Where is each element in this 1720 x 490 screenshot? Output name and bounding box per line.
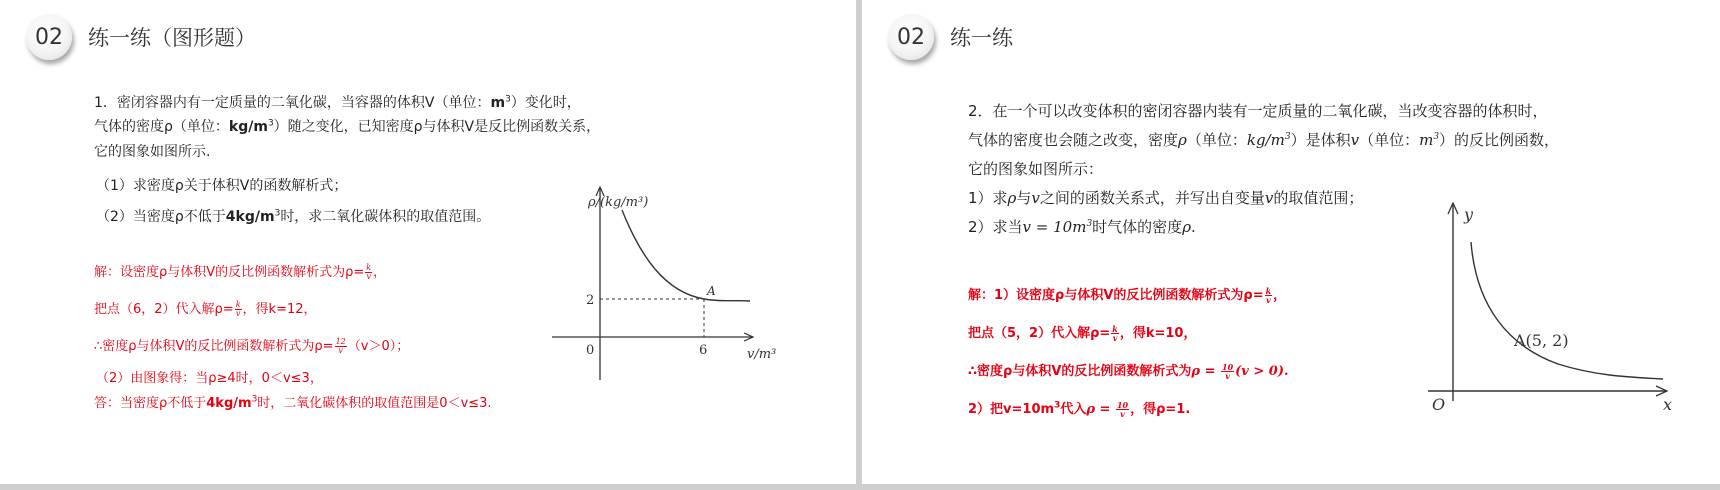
- text: 4kg/m: [206, 396, 252, 411]
- text: kg/m: [228, 119, 268, 135]
- denominator: v: [366, 272, 371, 281]
- text: ，得k=10，: [1119, 326, 1197, 341]
- math-var: ρ: [1007, 189, 1017, 207]
- text: ）的反比例函数，: [1439, 131, 1560, 149]
- numerator: k: [366, 263, 372, 272]
- question-2: [968, 216, 1196, 238]
- x-axis-label: v/m³: [747, 347, 777, 362]
- badge-number: 02: [35, 24, 63, 50]
- text: ，得ρ=1.: [1130, 402, 1191, 417]
- fraction: [335, 338, 347, 355]
- problem-line-3: 它的图象如图所示.: [94, 144, 211, 160]
- y-axis-label: y: [1464, 205, 1474, 224]
- text: 3: [1054, 400, 1061, 411]
- text: 3: [505, 94, 511, 105]
- y-tick-label: 2: [586, 293, 595, 308]
- math-sup: 3: [1086, 219, 1093, 229]
- math-var: ρ: [1178, 131, 1187, 149]
- point-label: A(5, 2): [1514, 331, 1569, 350]
- numerator: k: [1112, 324, 1118, 334]
- question-1: [968, 187, 1363, 209]
- text: 把点（6，2）代入解ρ=: [94, 302, 234, 317]
- solution-line-3: [968, 362, 1289, 382]
- text: （v＞0）；: [347, 339, 410, 354]
- solution-line-4: （2）由图象得：当ρ≥4时，0＜v≤3，: [96, 371, 323, 386]
- text: .: [1191, 218, 1196, 236]
- text: 4kg/m: [225, 209, 275, 225]
- solution-line-1: [94, 263, 386, 283]
- text: ）是体积: [1290, 131, 1351, 149]
- numerator: 12: [335, 337, 346, 346]
- numerator: k: [235, 300, 241, 309]
- text: ，: [1273, 288, 1287, 303]
- slide-2: [862, 0, 1720, 484]
- x-tick-label: 6: [699, 343, 708, 358]
- text: 解：1）设密度ρ与体积V的反比例函数解析式为ρ=: [968, 288, 1264, 303]
- fraction: [1265, 287, 1273, 304]
- text: （2）当密度ρ不低于: [96, 209, 226, 225]
- inverse-function-graph: [1418, 196, 1688, 421]
- math-expr: ρ =: [1086, 402, 1115, 417]
- slide-heading: 练一练: [950, 26, 1013, 50]
- text: 之间的函数关系式，并写出自变量: [1039, 189, 1265, 207]
- math-var: v: [1264, 189, 1274, 207]
- text: 时气体的密度: [1092, 218, 1183, 236]
- solution-line-2: [968, 324, 1196, 344]
- solution-line-3: [94, 337, 409, 357]
- origin-label: 0: [586, 343, 595, 358]
- badge-number: 02: [897, 24, 925, 50]
- math-unit: kg/m: [1246, 131, 1285, 149]
- text: 2）把v=10m: [968, 402, 1055, 417]
- text: 代入: [1060, 402, 1087, 417]
- fraction: [1111, 325, 1119, 342]
- math-unit: m: [1419, 131, 1434, 149]
- fraction: [235, 301, 242, 318]
- question-2: [96, 207, 490, 227]
- math-expr: v = 10m: [1022, 218, 1087, 236]
- y-axis-label: ρ/(kg/m³): [588, 195, 649, 210]
- bottom-bar: [0, 484, 1720, 490]
- numerator: 10: [1222, 362, 1234, 372]
- text: 时，二氧化碳体积的取值范围是0＜v≤3.: [257, 396, 492, 411]
- solution-line-4: [968, 400, 1190, 420]
- denominator: v: [1112, 333, 1118, 343]
- hyperbola-curve: [622, 210, 750, 301]
- text: ∴密度ρ与体积V的反比例函数解析式为: [968, 364, 1192, 379]
- origin-label: O: [1432, 395, 1446, 414]
- text: （单位：: [1186, 131, 1247, 149]
- text: 把点（5，2）代入解ρ=: [968, 326, 1111, 341]
- x-axis-label: x: [1663, 395, 1673, 414]
- text: 解：设密度ρ与体积V的反比例函数解析式为ρ=: [94, 265, 365, 280]
- fraction: [1221, 363, 1234, 380]
- text: ）随之变化，已知密度ρ与体积V是反比例函数关系，: [273, 119, 601, 135]
- text: ∴密度ρ与体积V的反比例函数解析式为ρ=: [94, 339, 334, 354]
- problem-line-2: [968, 129, 1559, 151]
- denominator: v: [338, 346, 343, 355]
- math-var: ρ: [1182, 218, 1192, 236]
- text: 气体的密度ρ（单位：: [94, 119, 229, 135]
- text: ，: [373, 265, 387, 280]
- math-var: v: [1031, 189, 1040, 207]
- text: 气体的密度也会随之改变，密度: [968, 131, 1179, 149]
- text: 3: [267, 118, 274, 129]
- denominator: v: [1120, 409, 1125, 419]
- math-expr: ρ =: [1191, 364, 1221, 379]
- denominator: v: [1266, 295, 1271, 305]
- question-1: （1）求密度ρ关于体积V的函数解析式；: [96, 178, 348, 194]
- numerator: 10: [1116, 400, 1129, 410]
- fraction: [1116, 401, 1129, 418]
- problem-line-2: [94, 117, 600, 137]
- solution-line-5: [94, 394, 492, 414]
- fraction: [365, 264, 372, 281]
- point-label: A: [707, 284, 716, 298]
- math-sup: 3: [1284, 132, 1291, 142]
- problem-line-1: 2．在一个可以改变体积的密闭容器内装有一定质量的二氧化碳，当改变容器的体积时，: [968, 102, 1548, 120]
- math-var: v: [1350, 131, 1360, 149]
- text: 1）求: [968, 189, 1008, 207]
- text: 的取值范围；: [1273, 189, 1364, 207]
- text: （单位：: [1359, 131, 1420, 149]
- text: 答：当密度ρ不低于: [94, 396, 207, 411]
- solution-line-1: [968, 286, 1286, 306]
- text: ）变化时，: [510, 95, 581, 111]
- density-volume-graph: [552, 180, 792, 390]
- hyperbola-curve: [1471, 242, 1663, 379]
- math-expr: (v > 0).: [1235, 364, 1289, 379]
- slide-heading: 练一练（图形题）: [88, 26, 256, 50]
- section-number-badge: [888, 14, 934, 60]
- text: 1．密闭容器内有一定质量的二氧化碳，当容器的体积V（单位：: [94, 95, 491, 111]
- problem-line-3: 它的图象如图所示：: [968, 160, 1104, 178]
- denominator: v: [1225, 371, 1230, 381]
- math-sup: 3: [1433, 132, 1440, 142]
- denominator: v: [235, 309, 241, 318]
- text: 与: [1016, 189, 1032, 207]
- text: ，得k=12，: [242, 302, 317, 317]
- text: m: [490, 95, 506, 111]
- text: 时，求二氧化碳体积的取值范围。: [280, 209, 491, 225]
- text: 3: [251, 394, 258, 405]
- numerator: k: [1265, 286, 1272, 296]
- slide-1: [0, 0, 856, 484]
- text: 3: [274, 208, 281, 219]
- section-number-badge: [26, 14, 72, 60]
- solution-line-2: [94, 300, 317, 320]
- problem-line-1: [94, 93, 581, 113]
- text: 2）求当: [968, 218, 1023, 236]
